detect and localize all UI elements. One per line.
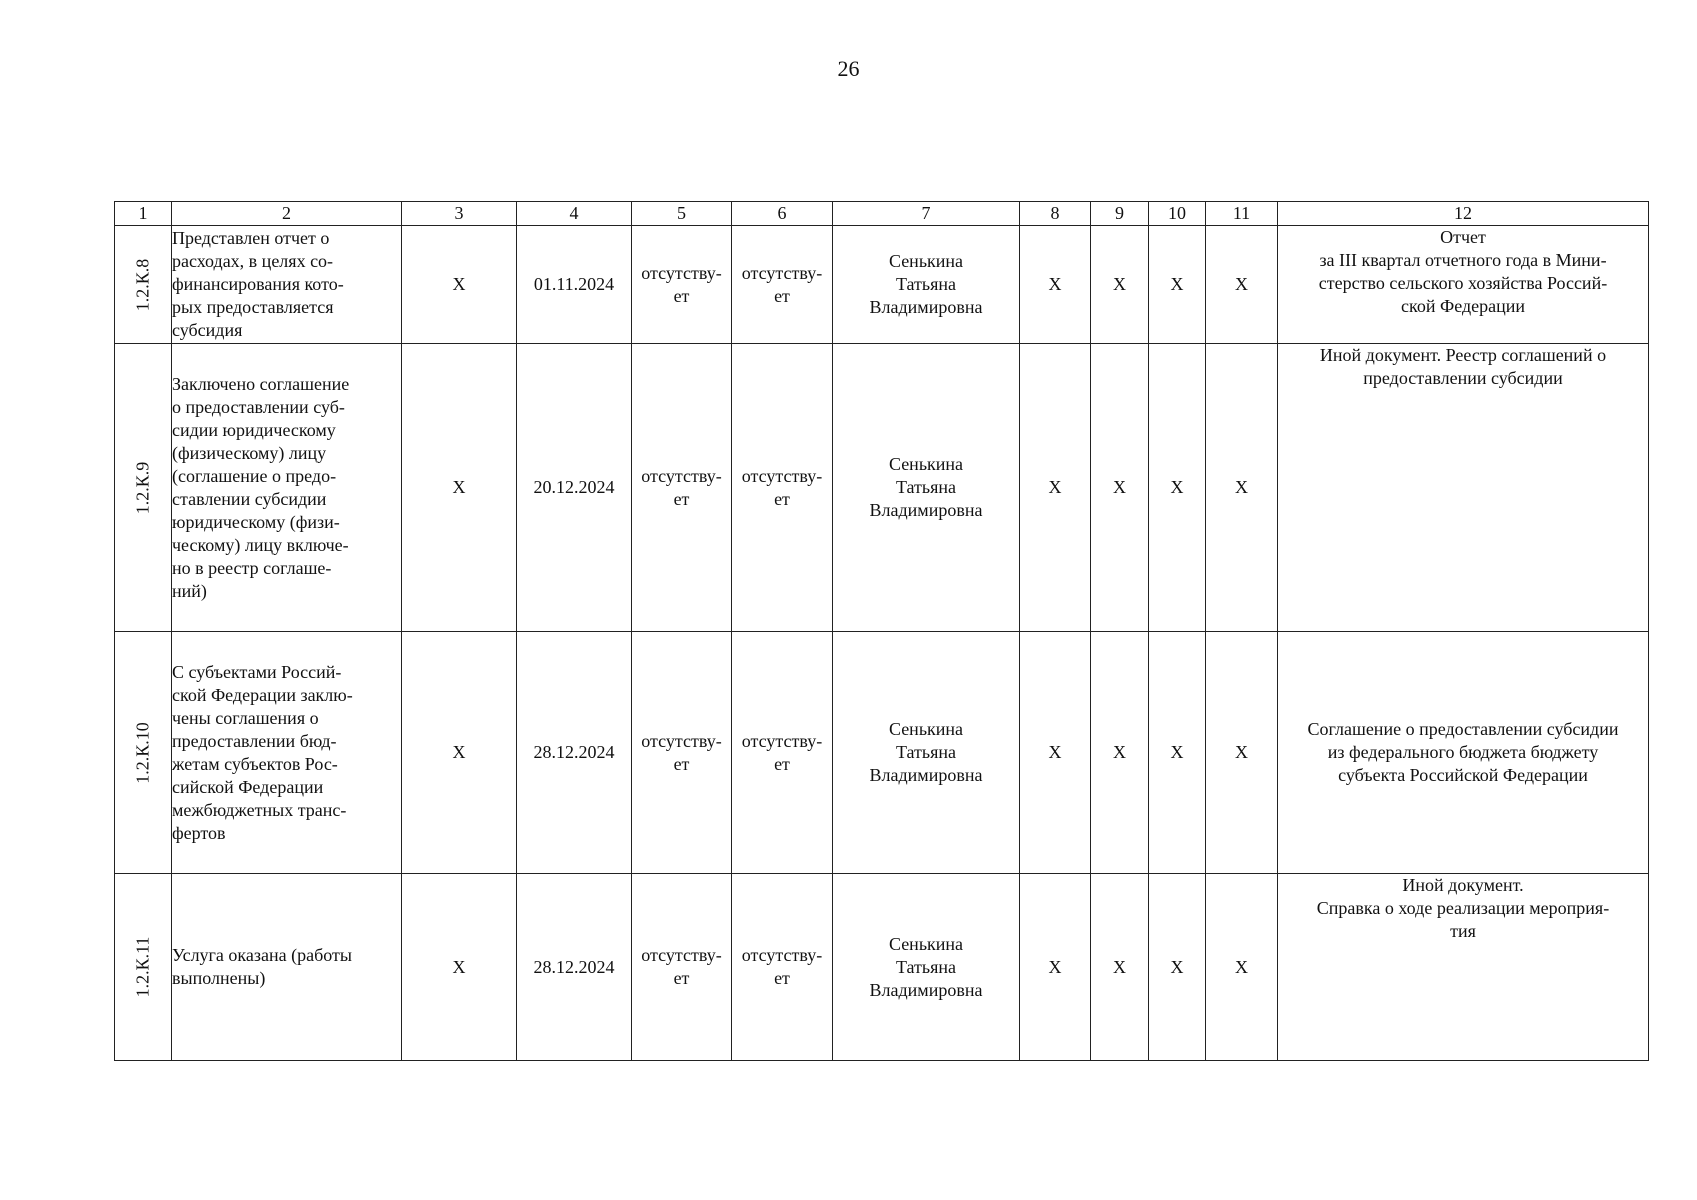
responsible-line: Владимировна xyxy=(869,979,983,1000)
column-number: 4 xyxy=(517,202,632,226)
column-number: 9 xyxy=(1091,202,1149,226)
name-line: субсидия xyxy=(172,320,243,340)
col6-value xyxy=(732,344,833,632)
row-code-cell xyxy=(115,632,172,874)
row-code-cell xyxy=(115,226,172,344)
column-number: 10 xyxy=(1149,202,1206,226)
date-value: 28.12.2024 xyxy=(517,874,632,1061)
responsible-line: Сенькина xyxy=(888,719,964,739)
col6-line: ет xyxy=(774,753,790,774)
responsible-person xyxy=(833,874,1020,1061)
col6-value xyxy=(732,226,833,344)
col9-value: X xyxy=(1091,226,1149,344)
doc-line: Справка о ходе реализации мероприя- xyxy=(1316,898,1610,918)
col6-line: отсутству- xyxy=(741,730,823,751)
column-number: 11 xyxy=(1206,202,1278,226)
row-code: 1.2.К.8 xyxy=(132,258,153,311)
date-value: 28.12.2024 xyxy=(517,632,632,874)
doc-line: Соглашение о предоставлении субсидии xyxy=(1307,719,1619,739)
col6-line: ет xyxy=(774,488,790,509)
col5-line: ет xyxy=(673,968,690,988)
col5-line: отсутству- xyxy=(641,262,722,283)
name-line: юридическому (физи- xyxy=(172,511,340,532)
col5-line: ет xyxy=(673,285,690,306)
table-row xyxy=(115,344,1649,632)
responsible-line: Татьяна xyxy=(895,477,957,497)
name-line: (физическому) лицу xyxy=(172,442,327,463)
document-description xyxy=(1278,632,1649,874)
name-line: (соглашение о предо- xyxy=(172,465,337,486)
col6-line: ет xyxy=(774,968,790,988)
responsible-line: Сенькина xyxy=(888,251,964,271)
row-code: 1.2.К.10 xyxy=(132,721,153,784)
name-line: С субъектами Россий- xyxy=(172,661,342,682)
doc-line: Иной документ. Реестр соглашений о xyxy=(1319,345,1607,365)
name-line: финансирования кото- xyxy=(172,274,344,294)
col10-value: X xyxy=(1149,344,1206,632)
doc-line: Иной документ. xyxy=(1402,875,1524,895)
name-line: выполнены) xyxy=(172,968,266,988)
table-row xyxy=(115,226,1649,344)
col11-value: X xyxy=(1206,226,1278,344)
col5-value xyxy=(632,874,732,1061)
column-number: 2 xyxy=(172,202,402,226)
name-line: сидии юридическому xyxy=(172,419,336,440)
doc-line: за III квартал отчетного года в Мини- xyxy=(1319,250,1607,270)
responsible-person xyxy=(833,226,1020,344)
date-value: 20.12.2024 xyxy=(517,344,632,632)
doc-line: субъекта Российской Федерации xyxy=(1338,765,1588,785)
name-line: ставлении субсидии xyxy=(172,488,327,509)
responsible-line: Сенькина xyxy=(888,933,964,954)
col5-value xyxy=(632,632,732,874)
document-description xyxy=(1278,226,1649,344)
control-point-name xyxy=(172,632,402,874)
column-number: 6 xyxy=(732,202,833,226)
document-description xyxy=(1278,874,1649,1061)
name-line: рых предоставляется xyxy=(172,297,334,317)
doc-line: Отчет xyxy=(1440,227,1486,247)
column-number: 12 xyxy=(1278,202,1649,226)
control-points-table xyxy=(114,201,1649,1061)
name-line: ской Федерации заклю- xyxy=(172,684,353,705)
col5-value xyxy=(632,226,732,344)
col6-line: отсутству- xyxy=(741,945,823,965)
date-value: 01.11.2024 xyxy=(517,226,632,344)
col10-value: X xyxy=(1149,632,1206,874)
col9-value: X xyxy=(1091,874,1149,1061)
col6-line: отсутству- xyxy=(741,262,823,283)
col11-value: X xyxy=(1206,344,1278,632)
name-line: фертов xyxy=(172,822,226,843)
column-number: 7 xyxy=(833,202,1020,226)
col8-value: X xyxy=(1020,344,1091,632)
responsible-line: Татьяна xyxy=(895,956,957,977)
row-code: 1.2.К.9 xyxy=(132,461,153,514)
col8-value: X xyxy=(1020,226,1091,344)
name-line: межбюджетных транс- xyxy=(172,799,347,820)
row-code: 1.2.К.11 xyxy=(132,936,153,998)
name-line: Представлен отчет о xyxy=(172,228,330,248)
col10-value: X xyxy=(1149,874,1206,1061)
name-line: расходах, в целях со- xyxy=(172,251,334,271)
control-point-name xyxy=(172,874,402,1061)
responsible-person xyxy=(833,632,1020,874)
control-point-name xyxy=(172,344,402,632)
name-line: чены соглашения о xyxy=(172,707,319,728)
doc-line: предоставлении субсидии xyxy=(1363,368,1563,388)
column-number: 8 xyxy=(1020,202,1091,226)
col5-line: ет xyxy=(673,753,690,774)
responsible-line: Владимировна xyxy=(869,297,983,317)
responsible-line: Владимировна xyxy=(869,500,983,520)
name-line: но в реестр соглаше- xyxy=(172,557,332,578)
col6-line: отсутству- xyxy=(741,465,823,486)
responsible-person xyxy=(833,344,1020,632)
name-line: ний) xyxy=(172,580,207,601)
col5-line: отсутству- xyxy=(641,730,722,751)
page-number: 26 xyxy=(837,56,860,81)
row-code-cell xyxy=(115,344,172,632)
column-number: 1 xyxy=(115,202,172,226)
doc-line: ской Федерации xyxy=(1401,296,1525,316)
name-line: ческому) лицу включе- xyxy=(172,534,349,555)
name-line: сийской Федерации xyxy=(172,776,324,797)
col5-line: отсутству- xyxy=(641,945,722,965)
col3-value: X xyxy=(402,344,517,632)
table-row xyxy=(115,874,1649,1061)
col6-line: ет xyxy=(774,285,790,306)
table-row xyxy=(115,632,1649,874)
column-number: 5 xyxy=(632,202,732,226)
col3-value: X xyxy=(402,632,517,874)
col11-value: X xyxy=(1206,632,1278,874)
col3-value: X xyxy=(402,874,517,1061)
doc-line: стерство сельского хозяйства Россий- xyxy=(1318,273,1608,293)
col8-value: X xyxy=(1020,632,1091,874)
document-description xyxy=(1278,344,1649,632)
doc-line: из федерального бюджета бюджету xyxy=(1327,742,1599,762)
name-line: Услуга оказана (работы xyxy=(172,945,352,965)
responsible-line: Татьяна xyxy=(895,274,957,294)
col11-value: X xyxy=(1206,874,1278,1061)
col6-value xyxy=(732,874,833,1061)
name-line: о предоставлении суб- xyxy=(172,396,345,417)
col9-value: X xyxy=(1091,344,1149,632)
col6-value xyxy=(732,632,833,874)
name-line: Заключено соглашение xyxy=(172,373,350,394)
control-point-name xyxy=(172,226,402,344)
name-line: предоставлении бюд- xyxy=(172,730,337,751)
col5-value xyxy=(632,344,732,632)
responsible-line: Татьяна xyxy=(895,742,957,762)
responsible-line: Сенькина xyxy=(888,454,964,474)
col5-line: ет xyxy=(673,488,690,509)
col9-value: X xyxy=(1091,632,1149,874)
responsible-line: Владимировна xyxy=(869,765,983,785)
row-code-cell xyxy=(115,874,172,1061)
doc-line: тия xyxy=(1450,921,1476,941)
col8-value: X xyxy=(1020,874,1091,1061)
column-number: 3 xyxy=(402,202,517,226)
col3-value: X xyxy=(402,226,517,344)
column-number-row xyxy=(115,202,1649,226)
col10-value: X xyxy=(1149,226,1206,344)
name-line: жетам субъектов Рос- xyxy=(172,753,338,774)
col5-line: отсутству- xyxy=(641,465,722,486)
